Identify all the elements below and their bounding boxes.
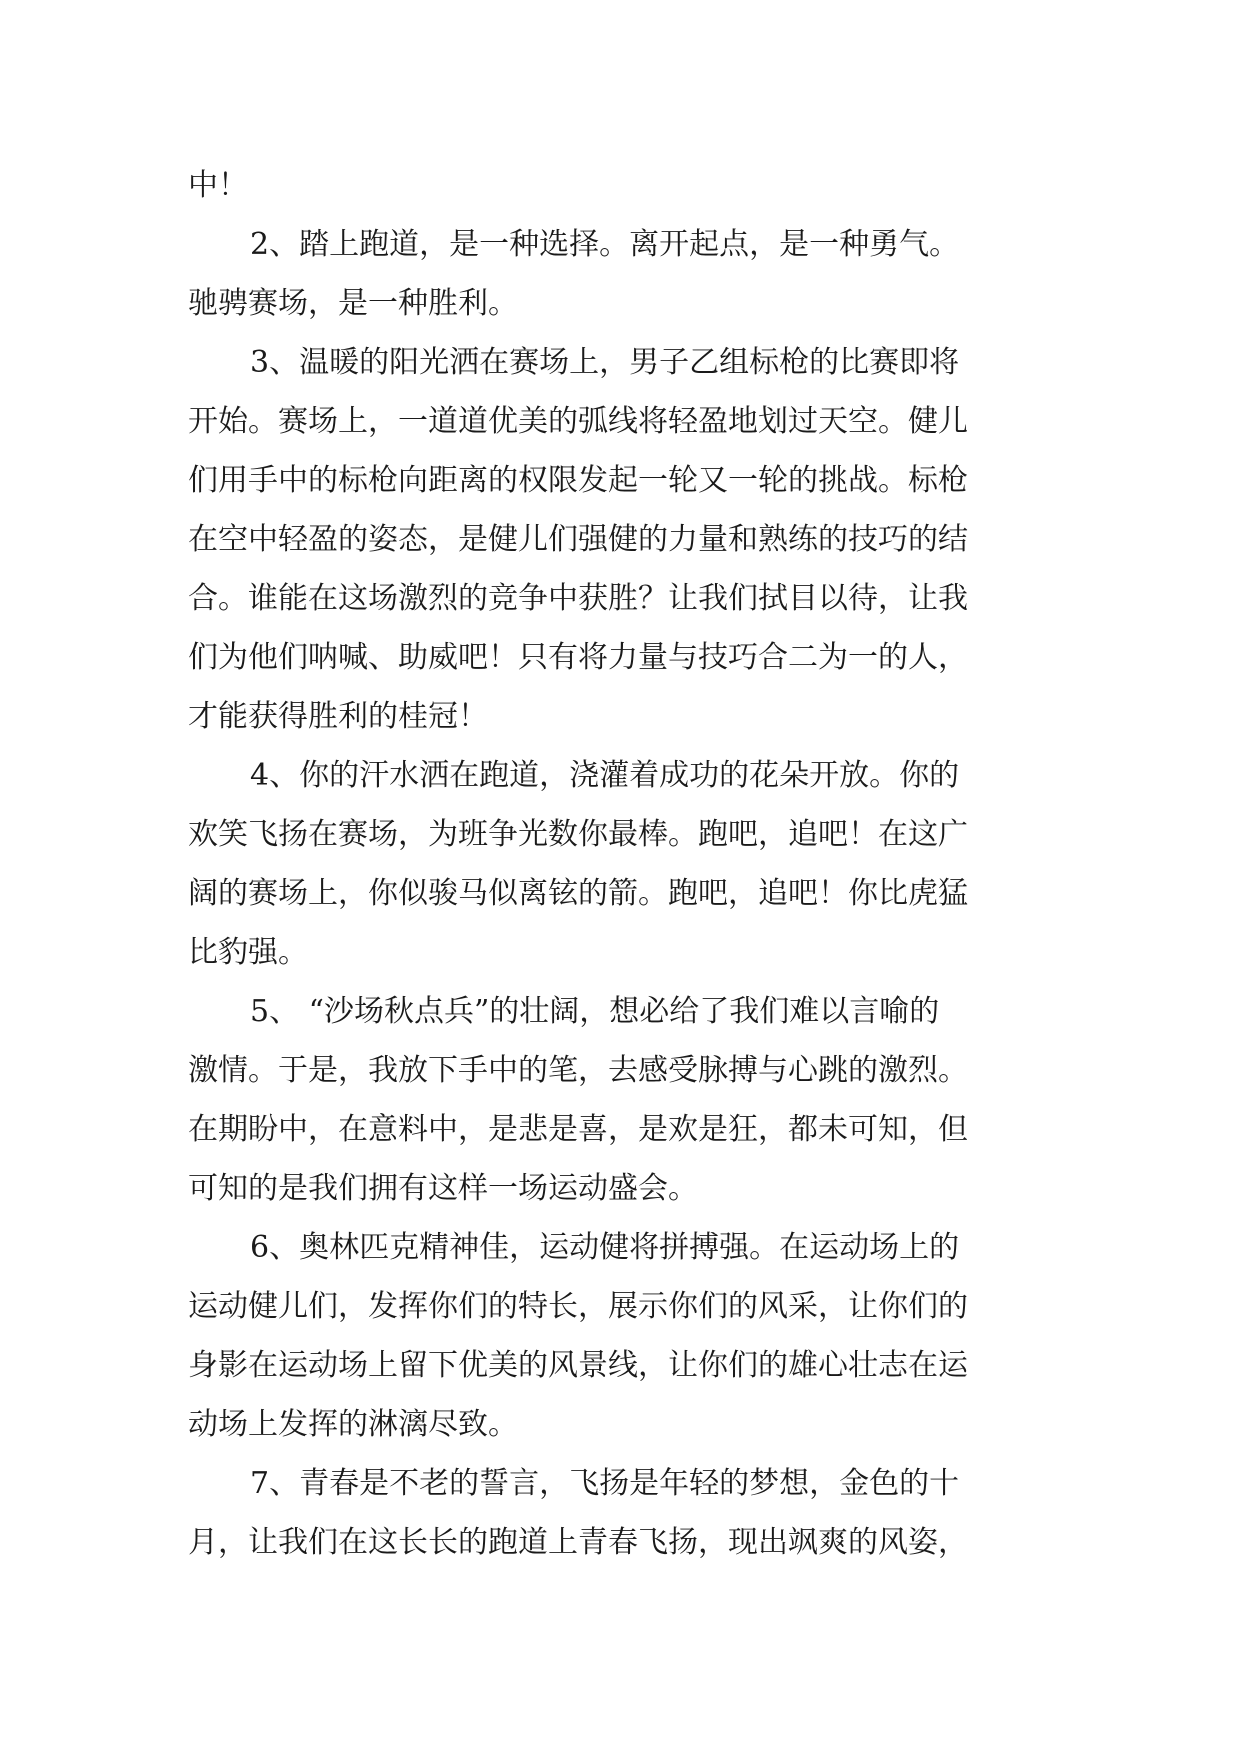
text-line: 激情。于是，我放下手中的笔，去感受脉搏与心跳的激烈。 [188, 1053, 968, 1088]
text-line: 欢笑飞扬在赛场，为班争光数你最棒。跑吧，追吧！在这广 [188, 817, 968, 852]
text-line: 可知的是我们拥有这样一场运动盛会。 [188, 1171, 698, 1206]
text-line: 们用手中的标枪向距离的权限发起一轮又一轮的挑战。标枪 [188, 463, 968, 498]
text-line: 动场上发挥的淋漓尽致。 [188, 1407, 518, 1442]
text-line: 合。谁能在这场激烈的竞争中获胜？让我们拭目以待，让我 [188, 581, 968, 616]
text-line: 身影在运动场上留下优美的风景线，让你们的雄心壮志在运 [188, 1348, 968, 1383]
text-line: 中！ [188, 168, 248, 203]
text-line: 运动健儿们，发挥你们的特长，展示你们的风采，让你们的 [188, 1289, 968, 1324]
text-line: 驰骋赛场，是一种胜利。 [188, 286, 518, 321]
text-line: 3、温暖的阳光洒在赛场上，男子乙组标枪的比赛即将 [250, 345, 960, 380]
text-line: 在期盼中，在意料中，是悲是喜，是欢是狂，都未可知，但 [188, 1112, 968, 1147]
text-line: 开始。赛场上，一道道优美的弧线将轻盈地划过天空。健儿 [188, 404, 968, 439]
text-line: 才能获得胜利的桂冠！ [188, 699, 488, 734]
text-line: 比豹强。 [188, 935, 308, 970]
text-line: 在空中轻盈的姿态，是健儿们强健的力量和熟练的技巧的结 [188, 522, 968, 557]
text-line: 月，让我们在这长长的跑道上青春飞扬，现出飒爽的风姿， [188, 1525, 968, 1560]
text-line: 阔的赛场上，你似骏马似离铉的箭。跑吧，追吧！你比虎猛 [188, 876, 968, 911]
text-line: 5、 “沙场秋点兵”的壮阔，想必给了我们难以言喻的 [250, 994, 940, 1029]
text-line: 7、青春是不老的誓言，飞扬是年轻的梦想，金色的十 [250, 1466, 960, 1501]
text-line: 4、你的汗水洒在跑道，浇灌着成功的花朵开放。你的 [250, 758, 960, 793]
text-line: 们为他们呐喊、助威吧！只有将力量与技巧合二为一的人， [188, 640, 968, 675]
text-line: 2、踏上跑道，是一种选择。离开起点，是一种勇气。 [250, 227, 960, 262]
document-body [188, 156, 1068, 1572]
text-line: 6、奥林匹克精神佳，运动健将拼搏强。在运动场上的 [250, 1230, 960, 1265]
